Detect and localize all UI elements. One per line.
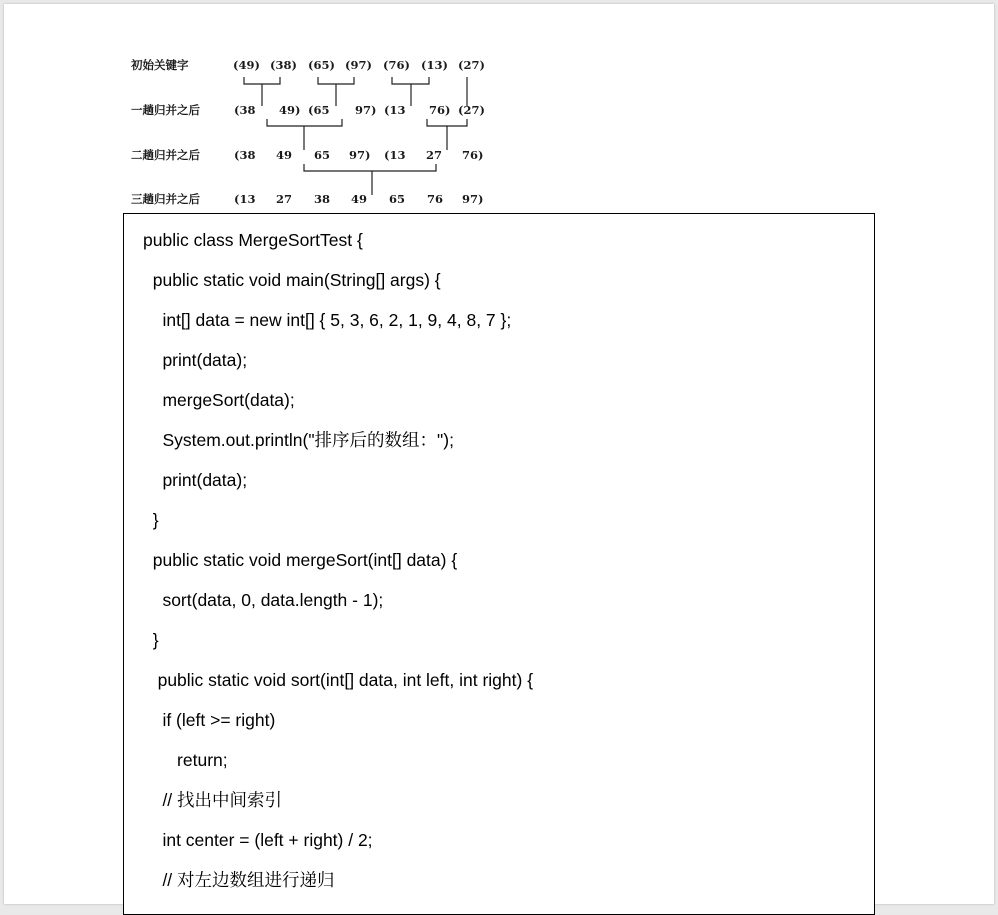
code-line: print(data); [143,470,248,490]
code-line: public static void mergeSort(int[] data) { [143,550,458,570]
key-cell: (65) [308,58,335,72]
code-line: // 对左边数组进行递归 [143,870,335,890]
key-cell: (13 [234,192,256,206]
key-cell: (27) [458,58,485,72]
code-line: print(data); [143,350,248,370]
code-line: int[] data = new int[] { 5, 3, 6, 2, 1, 9, 4, 8, 7 }; [143,310,512,330]
key-cell: 27 [426,148,443,162]
code-line: sort(data, 0, data.length - 1); [143,590,384,610]
row-label-initial: 初始关键字 [131,58,189,72]
document-page [4,4,994,904]
key-cell: 97) [349,148,371,162]
key-cell: (38) [270,58,297,72]
key-cell: 38 [314,192,331,206]
key-cell: 97) [355,103,377,117]
code-line: if (left >= right) [143,710,276,730]
code-line: return; [143,750,228,770]
key-cell: 76) [462,148,484,162]
key-cell: 76) [429,103,451,117]
code-line: System.out.println("排序后的数组："); [143,430,454,450]
code-line: // 找出中间索引 [143,790,283,810]
key-cell: 49 [351,192,368,206]
key-cell: 49) [279,103,301,117]
row-label-pass-2: 二趟归并之后 [131,148,200,162]
key-cell: (38 [234,103,256,117]
key-cell: (49) [233,58,260,72]
code-line: public static void sort(int[] data, int left, int right) { [143,670,534,690]
key-cell: (13 [384,148,406,162]
merge-sort-diagram [4,4,564,216]
key-cell: 49 [276,148,293,162]
row-label-pass-3: 三趟归并之后 [131,192,200,206]
key-cell: (76) [383,58,410,72]
key-cell: (38 [234,148,256,162]
code-line: int center = (left + right) / 2; [143,830,373,850]
code-line: public static void main(String[] args) { [143,270,441,290]
key-cell: (13) [421,58,448,72]
key-cell: 97) [462,192,484,206]
key-cell: (13 [384,103,406,117]
code-line: } [143,510,159,530]
key-cell: (97) [345,58,372,72]
key-cell: 65 [314,148,331,162]
row-label-pass-1: 一趟归并之后 [131,103,200,117]
code-line: } [143,630,159,650]
code-listing-box [123,213,875,915]
key-cell: 27 [276,192,293,206]
key-cell: 65 [389,192,406,206]
key-cell: (27) [458,103,485,117]
code-line: mergeSort(data); [143,390,295,410]
key-cell: (65 [308,103,330,117]
key-cell: 76 [427,192,444,206]
code-line: public class MergeSortTest { [143,230,363,250]
